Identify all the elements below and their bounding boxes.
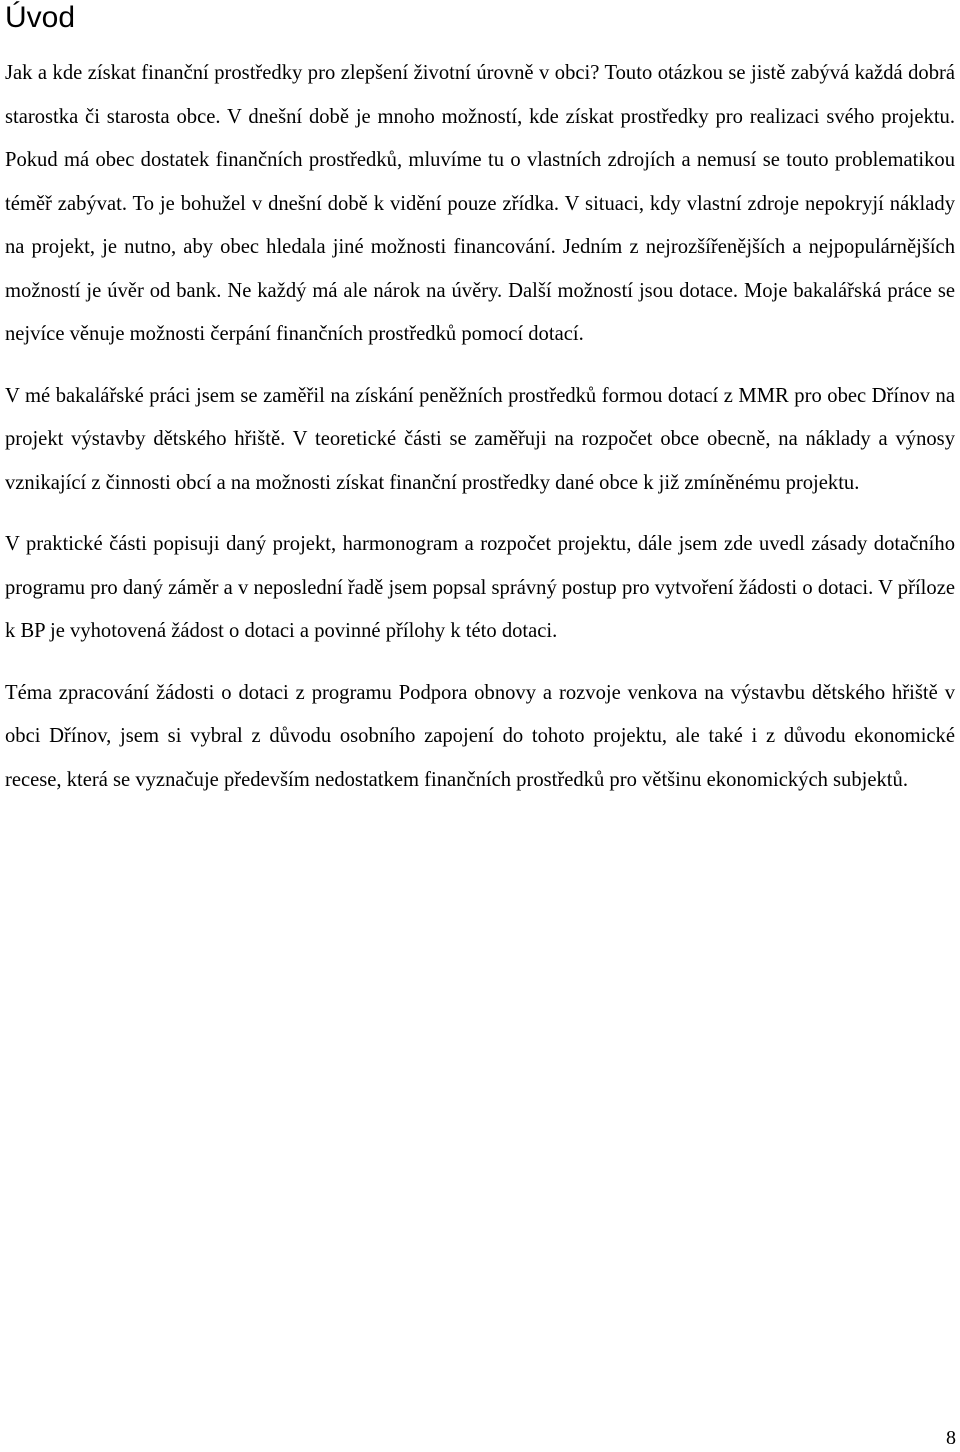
paragraph-4: Téma zpracování žádosti o dotaci z programu Podpora obnovy a rozvoje venkova na výstavbu dětského hřiště v obci Dřínov, jsem si vybral z důvodu osobního zapojení do tohoto projektu, ale také i z důvodu ekonomické recese, která se vyznačuje především nedostatkem finančních prostředků pro většinu ekonomických subjektů. (5, 681, 955, 791)
paragraph-1: Jak a kde získat finanční prostředky pro zlepšení životní úrovně v obci? Touto otázkou se jistě zabývá každá dobrá starostka či starosta obce. V dnešní době je mnoho možností, kde získat prostředky pro realizaci svého projektu. Pokud má obec dostatek finančních prostředků, mluvíme tu o vlastních zdrojích a nemusí se touto problematikou téměř zabývat. To je bohužel v dnešní době k vidění pouze zřídka. V situaci, kdy vlastní zdroje nepokryjí náklady na projekt, je nutno, aby obec hledala jiné možnosti financování. Jedním z nejrozšířenějších a nejpopulárnějších možností je úvěr od bank. Ne každý má ale nárok na úvěry. Další možností jsou dotace. Moje bakalářská práce se nejvíce věnuje možnosti čerpání finančních prostředků pomocí dotací. (5, 62, 955, 345)
section-heading: Úvod (5, 1, 76, 34)
page-number: 8 (946, 1427, 956, 1449)
paragraph-2: V mé bakalářské práci jsem se zaměřil na získání peněžních prostředků formou dotací z MMR pro obec Dřínov na projekt výstavby dětského hřiště. V teoretické části se zaměřuji na rozpočet obce obecně, na náklady a výnosy vznikající z činnosti obcí a na možnosti získat finanční prostředky dané obce k již zmíněnému projektu. (5, 384, 955, 494)
body-text (5, 52, 955, 820)
paragraph-3: V praktické části popisuji daný projekt, harmonogram a rozpočet projektu, dále jsem zde uvedl zásady dotačního programu pro daný záměr a v neposlední řadě jsem popsal správný postup pro vytvoření žádosti o dotaci. V příloze k BP je vyhotovená žádost o dotaci a povinné přílohy k této dotaci. (5, 533, 955, 642)
